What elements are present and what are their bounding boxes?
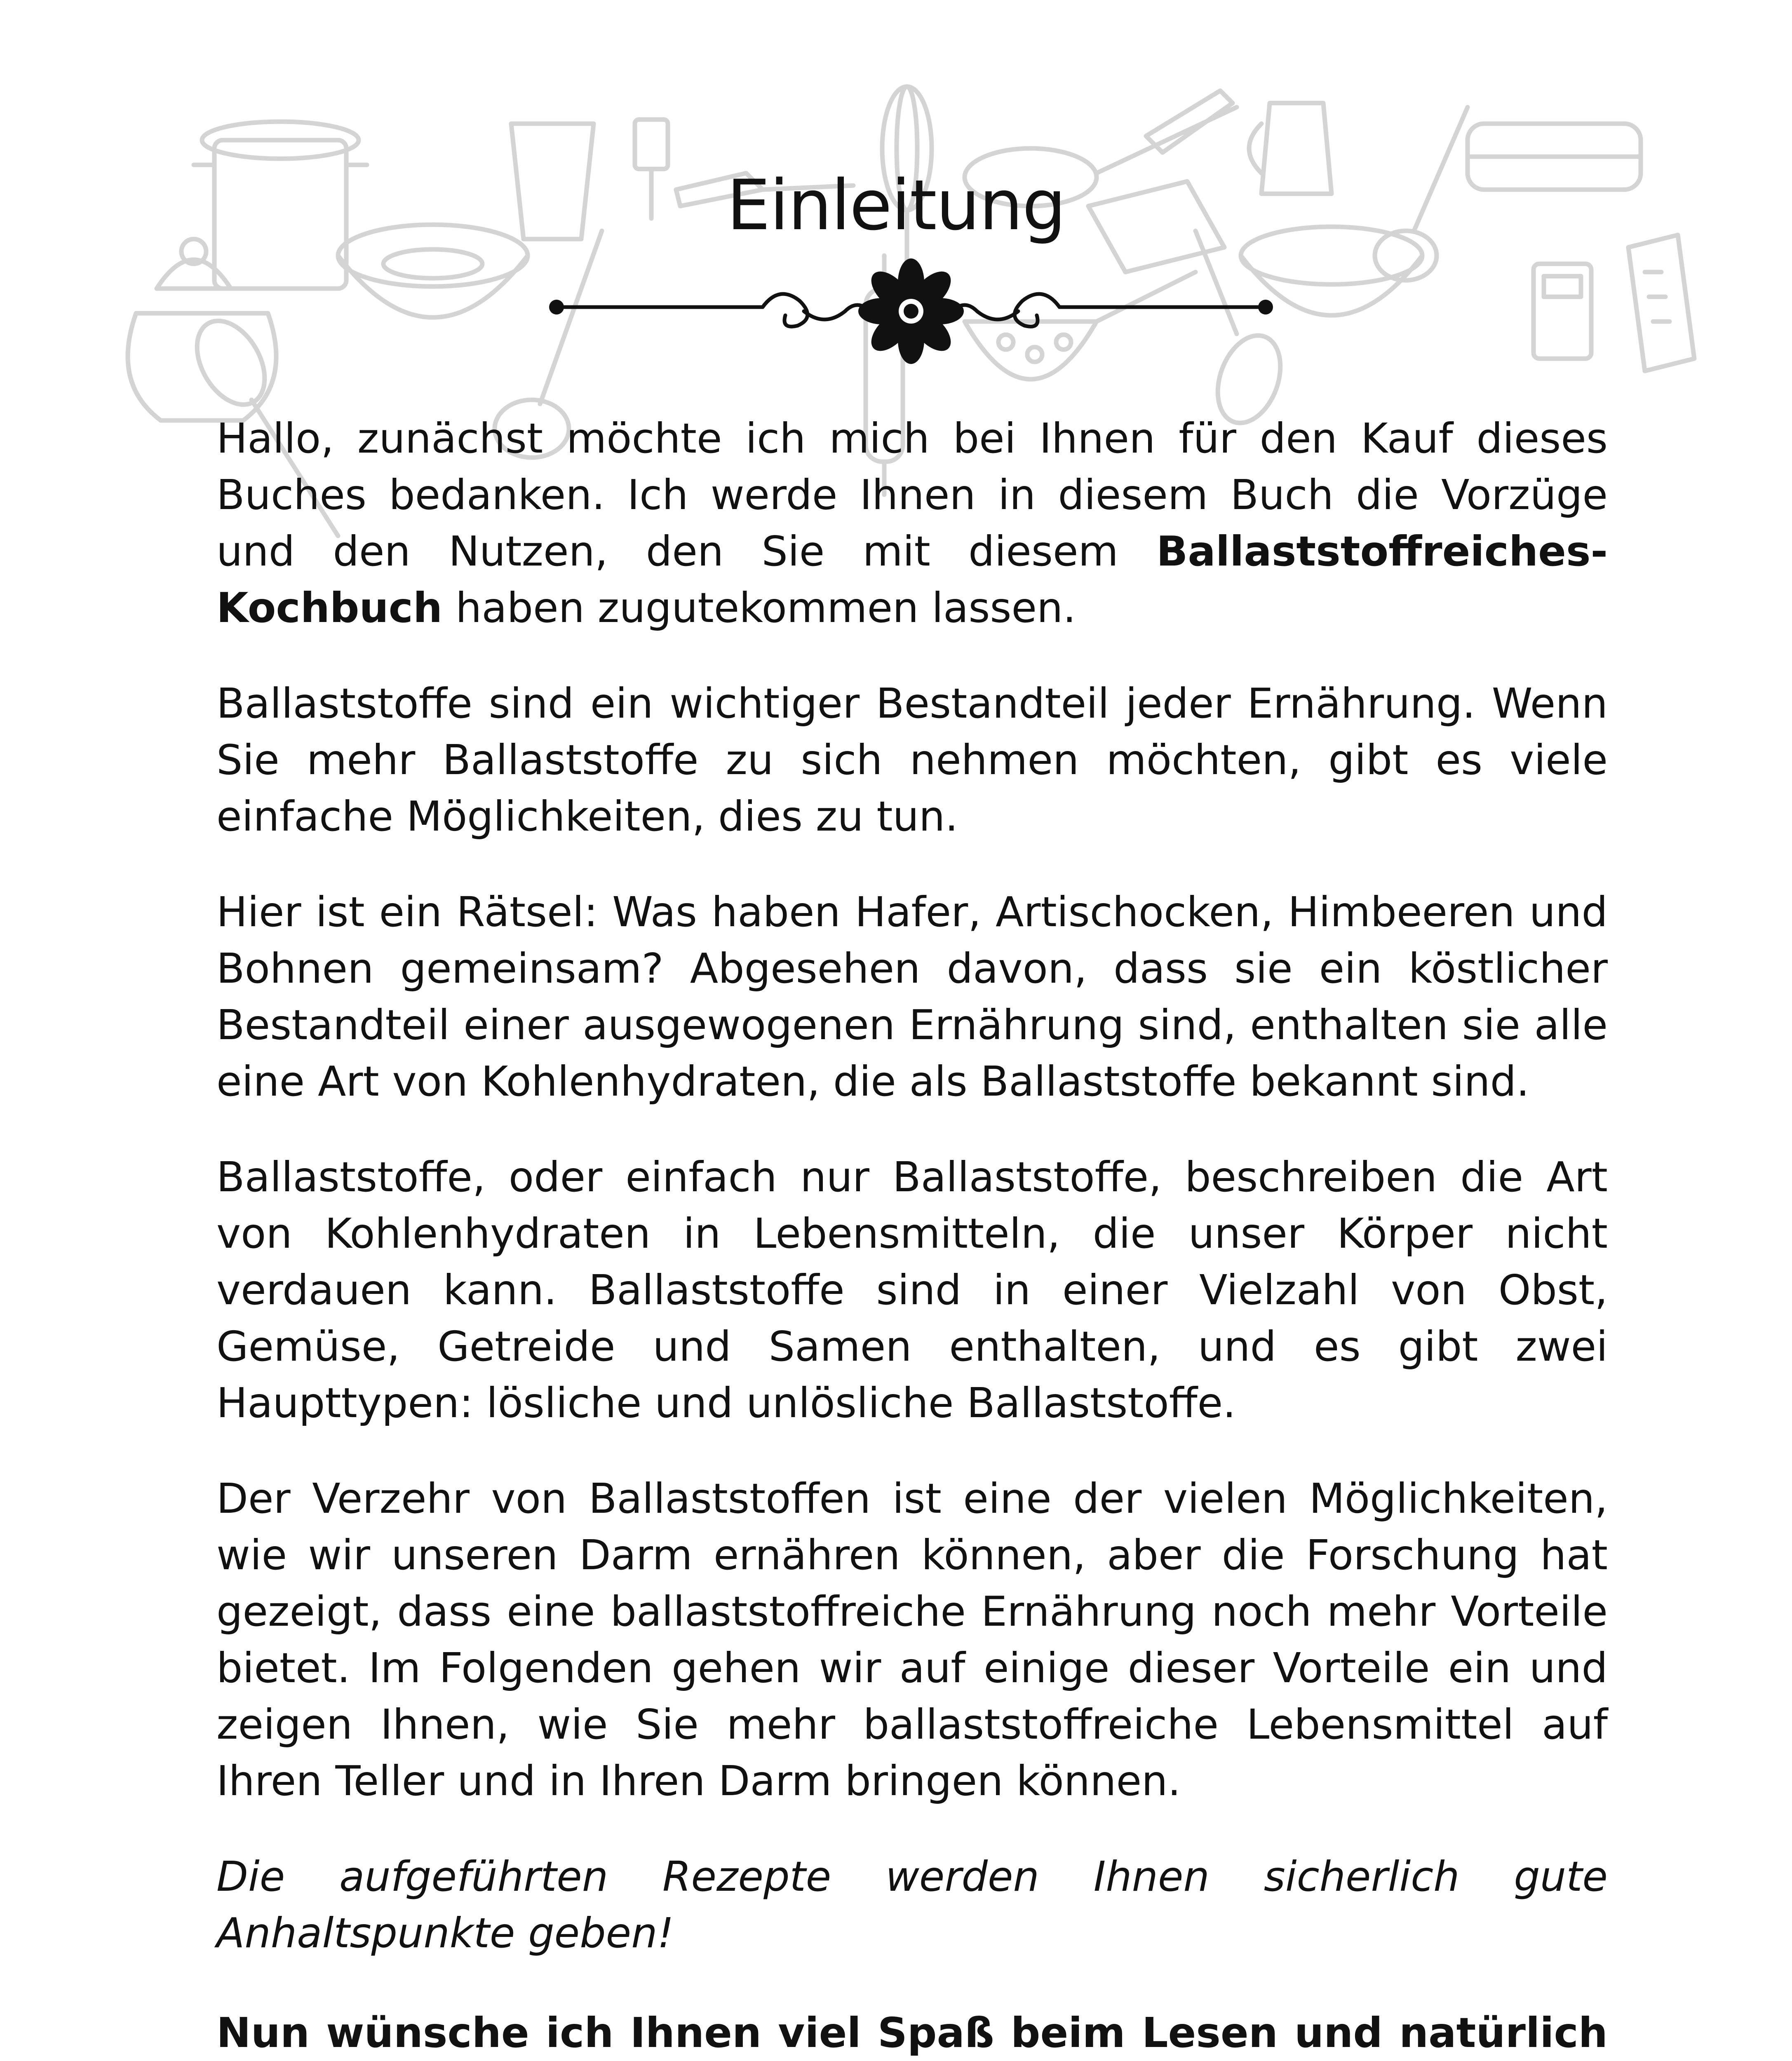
paragraph-intro-text-2: haben zugutekommen lassen. [442,584,1076,632]
grater-icon [1628,235,1694,371]
paragraph-riddle: Hier ist ein Rätsel: Was haben Hafer, Artischocken, Himbeeren und Bohnen gemeinsam? Abgesehen davon, dass sie ein köstlicher Bestandteil einer ausgewogenen Ernährung sind, enthalten sie alle eine Art von Kohlenhydraten, die als Ballaststoffe bekannt sind. [216,888,1608,1106]
flower-scroll-divider-icon [540,256,1282,379]
paragraph-benefits: Der Verzehr von Ballaststoffen ist eine der vielen Möglichkeiten, wie wir unseren Darm ernähren können, aber die Forschung hat gezeigt, dass eine ballaststoffreiche Ernährung noch mehr Vorteile bietet. Im Folgenden gehen wir auf einige dieser Vorteile ein und zeigen Ihnen, wie Sie mehr ballaststoffreiche Lebensmittel auf Ihren Teller und in Ihren Darm bringen können. [216,1474,1608,1805]
paragraph-fiber-definition: Ballaststoffe, oder einfach nur Ballaststoffe, beschreiben die Art von Kohlenhydraten in Lebensmitteln, die unser Körper nicht verdauen kann. Ballaststoffe sind in einer Vielzahl von Obst, Gemüse, Getreide und Samen enthalten, und es gibt zwei Haupttypen: lösliche und unlösliche Ballaststoffe. [216,1153,1608,1427]
lid-icon [157,239,231,289]
book-title-bold: Ballaststoffreiches-Kochbuch [216,527,1608,632]
paragraph-intro-text-1: Hallo, zunächst möchte ich mich bei Ihnen für den Kauf dieses Buches bedanken. Ich werde Ihnen in diesem Buch die Vorzüge und den Nutzen, den Sie mit diesem [216,414,1608,575]
closing-line: Nun wünsche ich Ihnen viel Spaß beim Lesen und natürlich [216,2009,1608,2057]
paragraph-intro [216,410,1608,636]
paragraph-fiber-importance: Ballaststoffe sind ein wichtiger Bestandteil jeder Ernährung. Wenn Sie mehr Ballaststoffe zu sich nehmen möchten, gibt es viele einfache Möglichkeiten, dies zu tun. [216,679,1608,840]
italic-note: Die aufgeführten Rezepte werden Ihnen sicherlich gute Anhaltspunkte geben! [216,1852,1608,1957]
page-title: Einleitung [726,165,1066,246]
kitchen-scale-icon [1534,264,1591,359]
body-text [216,410,1608,2061]
